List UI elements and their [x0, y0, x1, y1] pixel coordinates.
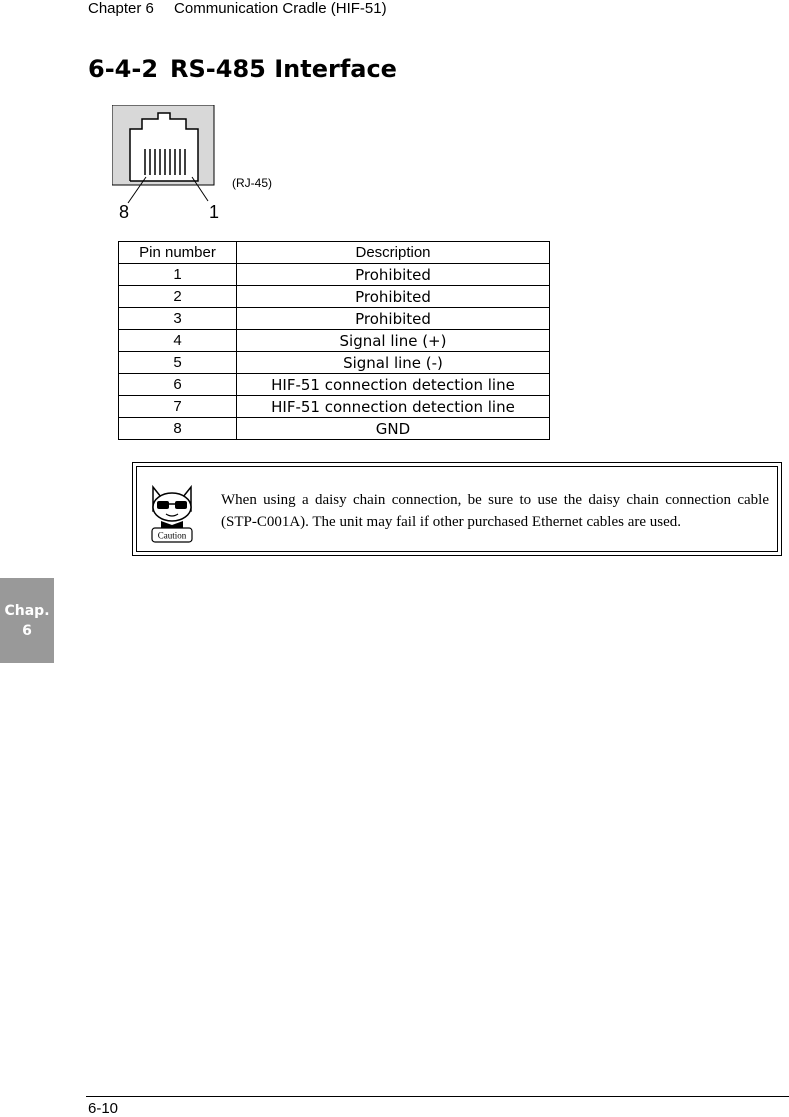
table-row: [119, 308, 550, 330]
chapter-title: Communication Cradle (HIF-51): [174, 0, 387, 17]
pin-number-cell: 7: [119, 396, 237, 418]
section-number: 6-4-2: [88, 55, 159, 83]
description-cell: HIF-51 connection detection line: [237, 396, 550, 418]
section-title: RS-485 Interface: [170, 55, 397, 83]
table-row: [119, 352, 550, 374]
chapter-label: Chapter 6: [88, 0, 154, 17]
caution-text: When using a daisy chain connection, be sure to use the daisy chain connection cable (STP-C001A). The unit may fail if other purchased Ethernet cables are used.: [221, 492, 769, 530]
table-row: [119, 264, 550, 286]
table-row: [119, 418, 550, 440]
description-cell: Signal line (-): [237, 352, 550, 374]
chapter-tab-label: Chap.: [4, 602, 50, 619]
caution-inner-frame: [136, 466, 778, 552]
pin-number-cell: 5: [119, 352, 237, 374]
column-header-pin: Pin number: [119, 242, 237, 264]
pin-number-cell: 2: [119, 286, 237, 308]
footer-divider: [86, 1096, 789, 1097]
description-cell: GND: [237, 418, 550, 440]
pin-number-cell: 4: [119, 330, 237, 352]
pin-assignment-table: [118, 241, 550, 440]
page-number: 6-10: [88, 1100, 119, 1117]
pin-1-label: 1: [209, 202, 220, 222]
pin-number-cell: 1: [119, 264, 237, 286]
table-row: [119, 396, 550, 418]
pin-number-cell: 8: [119, 418, 237, 440]
caution-icon-label: Caution: [157, 530, 187, 541]
rj45-connector-diagram: [112, 105, 222, 205]
table-row: [119, 374, 550, 396]
description-cell: Prohibited: [237, 264, 550, 286]
description-cell: Prohibited: [237, 286, 550, 308]
pin-number-cell: 3: [119, 308, 237, 330]
table-row: [119, 330, 550, 352]
pin-number-cell: 6: [119, 374, 237, 396]
caution-box: [132, 462, 782, 556]
section-heading: [88, 55, 397, 83]
table-header-row: [119, 242, 550, 264]
description-cell: Prohibited: [237, 308, 550, 330]
chapter-tab-number: 6: [22, 622, 32, 639]
pin-8-label: 8: [119, 202, 130, 222]
column-header-description: Description: [237, 242, 550, 264]
table-row: [119, 286, 550, 308]
description-cell: HIF-51 connection detection line: [237, 374, 550, 396]
caution-cat-icon: [147, 481, 197, 545]
description-cell: Signal line (+): [237, 330, 550, 352]
connector-type-label: (RJ-45): [232, 176, 273, 190]
chapter-side-tab: [0, 578, 54, 663]
page-header: [88, 0, 403, 17]
